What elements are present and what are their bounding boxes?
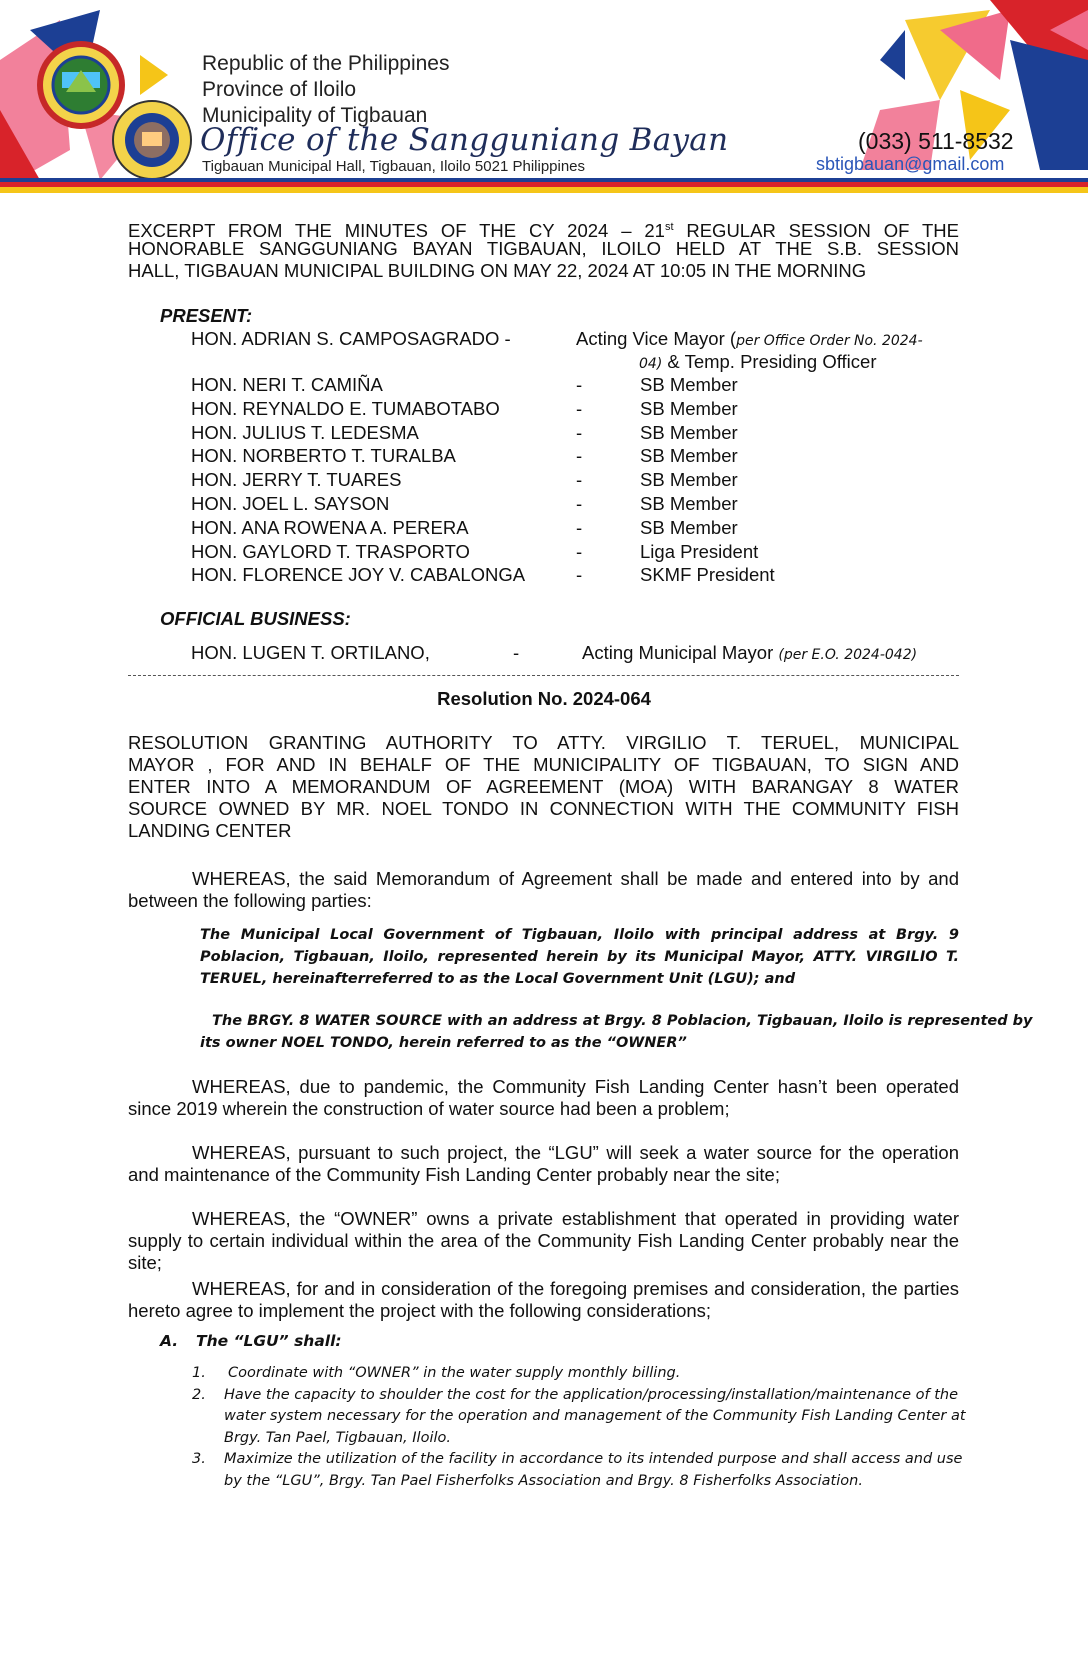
member-role: SB Member (640, 445, 738, 466)
item-line: Coordinate with “OWNER” in the water supply monthly billing. (228, 1365, 681, 1381)
member-role: SB Member (640, 517, 738, 538)
member-name: HON. FLORENCE JOY V. CABALONGA (191, 564, 526, 585)
member-role: SB Member (640, 422, 738, 443)
resolution-title-line-4: SOURCE OWNED BY MR. NOEL TONDO IN CONNECTION WITH THE COMMUNITY FISH (128, 798, 959, 819)
whereas-water-source: WHEREAS, pursuant to such project, the “LGU” will seek a water source for the operation and maintenance of the Community Fish Landing Center probably near the site; (128, 1142, 959, 1185)
member-dash: - (576, 469, 583, 490)
header-republic: Republic of the Philippines (202, 52, 450, 75)
member-dash: - (576, 493, 583, 514)
whereas-owner: WHEREAS, the “OWNER” owns a private establishment that operated in providing water supply to certain individual within the area of the Community Fish Landing Center probably near the site; (128, 1208, 959, 1273)
member-name: HON. JERRY T. TUARES (191, 469, 402, 490)
item-line: water system necessary for the operation and management of the Community Fish Landing Center at (224, 1408, 966, 1425)
header-stripe-yellow (0, 187, 1088, 193)
dashed-divider (128, 675, 959, 676)
resolution-number: Resolution No. 2024-064 (437, 688, 651, 709)
member-name: HON. JOEL L. SAYSON (191, 493, 390, 514)
present-first-name: HON. ADRIAN S. CAMPOSAGRADO - (191, 328, 511, 349)
header-phone: (033) 511-8532 (858, 128, 1014, 154)
official-business-role: Acting Municipal Mayor (per E.O. 2024-042) (582, 642, 918, 663)
member-dash: - (576, 541, 583, 562)
member-role: SKMF President (640, 564, 775, 585)
member-dash: - (576, 564, 583, 585)
resolution-title-line-1: RESOLUTION GRANTING AUTHORITY TO ATTY. VIRGILIO T. TERUEL, MUNICIPAL (128, 732, 959, 753)
member-name: HON. JULIUS T. LEDESMA (191, 422, 419, 443)
sangguniang-bayan-seal-icon (112, 100, 192, 180)
member-dash: - (576, 374, 583, 395)
member-role: SB Member (640, 493, 738, 514)
member-dash: - (576, 517, 583, 538)
present-heading: PRESENT: (160, 305, 253, 326)
member-name: HON. NERI T. CAMIÑA (191, 374, 383, 395)
member-dash: - (576, 422, 583, 443)
item-line: Brgy. Tan Pael, Tigbauan, Iloilo. (224, 1429, 451, 1446)
item-line: by the “LGU”, Brgy. Tan Pael Fisherfolks Association and Brgy. 8 Fisherfolks Association. (224, 1473, 863, 1489)
header-email[interactable]: sbtigbauan@gmail.com (816, 154, 1005, 174)
member-role: Liga President (640, 541, 759, 562)
resolution-title-line-5: LANDING CENTER (128, 820, 292, 841)
present-first-role-cont: 04) & Temp. Presiding Officer (639, 351, 877, 372)
item-number: 3. (192, 1451, 206, 1468)
item-line: Maximize the utilization of the facility in accordance to its intended purpose and shall access and use (224, 1451, 963, 1468)
party-lgu: The Municipal Local Government of Tigbauan, Iloilo with principal address at Brgy. 9 Poblacion, Tigbauan, Iloilo, represented herein by its Municipal Mayor, ATTY. VIRGILIO T. TERUEL, hereinafterreferred to as the Local Government Unit (LGU); and (200, 927, 959, 987)
excerpt-line-2: HONORABLE SANGGUNIANG BAYAN TIGBAUAN, ILOILO HELD AT THE S.B. SESSION (128, 238, 959, 259)
whereas-parties: WHEREAS, the said Memorandum of Agreement shall be made and entered into by and between the following parties: (128, 868, 959, 911)
header-province: Province of Iloilo (202, 78, 357, 101)
member-dash: - (576, 445, 583, 466)
member-dash: - (576, 398, 583, 419)
whereas-consideration: WHEREAS, for and in consideration of the foregoing premises and consideration, the parties hereto agree to implement the project with the following considerations; (128, 1278, 959, 1321)
member-name: HON. REYNALDO E. TUMABOTABO (191, 398, 500, 419)
letterhead (0, 0, 1088, 200)
excerpt-line-1: EXCERPT FROM THE MINUTES OF THE CY 2024 – 21st REGULAR SESSION OF THE (128, 220, 959, 242)
item-line: Have the capacity to shoulder the cost for the application/processing/installation/maintenance of the (224, 1386, 959, 1403)
party-owner-line-2: its owner NOEL TONDO, herein referred to as the “OWNER” (200, 1035, 687, 1051)
header-municipality: Municipality of Tigbauan (202, 104, 428, 127)
member-role: SB Member (640, 469, 738, 490)
member-name: HON. ANA ROWENA A. PERERA (191, 517, 469, 538)
official-business-dash: - (513, 642, 520, 663)
whereas-pandemic: WHEREAS, due to pandemic, the Community Fish Landing Center hasn’t been operated since 2019 wherein the construction of water source had been a problem; (128, 1076, 959, 1119)
item-number: 2. (192, 1386, 206, 1403)
resolution-title-line-2: MAYOR , FOR AND IN BEHALF OF THE MUNICIPALITY OF TIGBAUAN, TO SIGN AND (128, 754, 959, 775)
item-number: 1. (192, 1365, 206, 1381)
official-business-name: HON. LUGEN T. ORTILANO, (191, 642, 430, 663)
party-owner-line-1: The BRGY. 8 WATER SOURCE with an address at Brgy. 8 Poblacion, Tigbauan, Iloilo is represented by (212, 1013, 1033, 1029)
section-a-heading: The “LGU” shall: (196, 1332, 342, 1350)
present-first-role: Acting Vice Mayor (per Office Order No. 2024- (576, 328, 923, 349)
office-title: Office of the Sangguniang Bayan (200, 122, 729, 158)
member-name: HON. NORBERTO T. TURALBA (191, 445, 456, 466)
section-a-label: A. (160, 1332, 179, 1350)
excerpt-line-3: HALL, TIGBAUAN MUNICIPAL BUILDING ON MAY 22, 2024 AT 10:05 IN THE MORNING (128, 260, 867, 281)
member-name: HON. GAYLORD T. TRASPORTO (191, 541, 470, 562)
member-role: SB Member (640, 374, 738, 395)
header-address: Tigbauan Municipal Hall, Tigbauan, Iloilo 5021 Philippines (202, 158, 586, 175)
member-role: SB Member (640, 398, 738, 419)
official-business-heading: OFFICIAL BUSINESS: (160, 608, 351, 629)
resolution-title-line-3: ENTER INTO A MEMORANDUM OF AGREEMENT (MOA) WITH BARANGAY 8 WATER (128, 776, 959, 797)
